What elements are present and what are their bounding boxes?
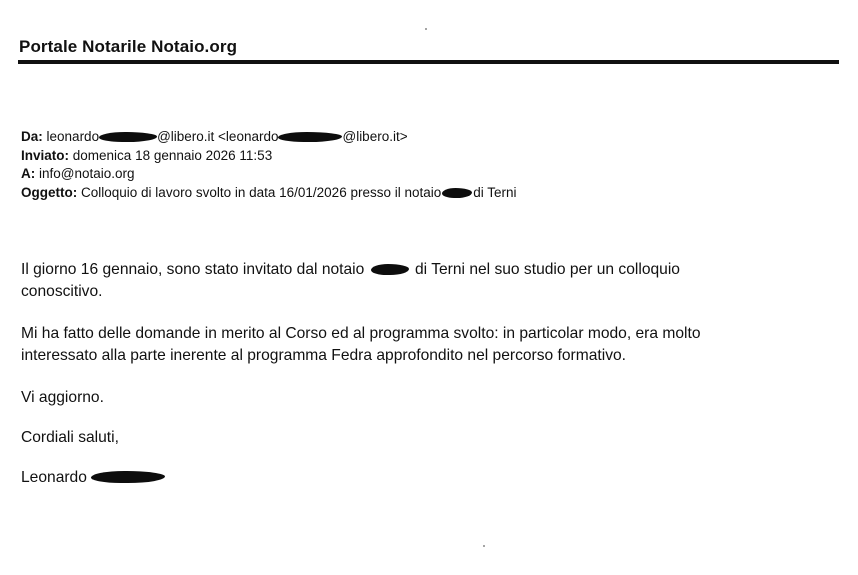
paragraph-text: di Terni nel suo studio per un colloquio: [415, 261, 680, 278]
redacted-surname: [99, 132, 157, 142]
redacted-surname: [91, 471, 165, 483]
redacted-name: [442, 188, 472, 198]
closing: Cordiali saluti,: [21, 429, 119, 446]
paragraph-text: interessato alla parte inerente al programma Fedra approfondito nel percorso formativo.: [21, 347, 627, 364]
subject-text: Colloquio di lavoro svolto in data 16/01/2026 presso il notaio: [81, 184, 442, 200]
to-value: info@notaio.org: [39, 166, 135, 181]
paragraph-text: Mi ha fatto delle domande in merito al Corso ed al programma svolto: in particolar modo, era molto: [21, 325, 701, 342]
scan-speck: [483, 545, 485, 547]
paragraph-text: Il giorno 16 gennaio, sono stato invitato dal notaio: [21, 261, 365, 278]
redacted-name: [371, 264, 409, 275]
sent-label: Inviato:: [21, 147, 70, 163]
email-header: [21, 128, 517, 202]
to-label: A:: [21, 166, 36, 181]
to-line: [21, 165, 517, 184]
email-body: [21, 259, 836, 509]
signature-name: Leonardo: [21, 469, 87, 486]
body-paragraph: [21, 259, 836, 303]
body-paragraph: Vi aggiorno.: [21, 389, 104, 406]
subject-line: [21, 184, 517, 203]
subject-text-end: di Terni: [473, 184, 517, 200]
signature: [21, 467, 836, 489]
sent-value: domenica 18 gennaio 2026 11:53: [72, 147, 273, 163]
from-address: @libero.it <leonardo: [157, 129, 279, 144]
from-address-end: @libero.it>: [342, 129, 408, 144]
redacted-surname: [278, 132, 342, 142]
sent-line: [21, 147, 517, 166]
body-paragraph: [21, 323, 836, 367]
subject-label: Oggetto:: [21, 184, 78, 200]
from-label: Da:: [21, 129, 43, 144]
from-name: leonardo: [46, 129, 100, 144]
scan-speck: [425, 28, 427, 30]
paragraph-text: conoscitivo.: [21, 283, 103, 300]
title-divider: [18, 60, 839, 64]
from-line: [21, 128, 517, 147]
page-title: Portale Notarile Notaio.org: [19, 37, 238, 56]
